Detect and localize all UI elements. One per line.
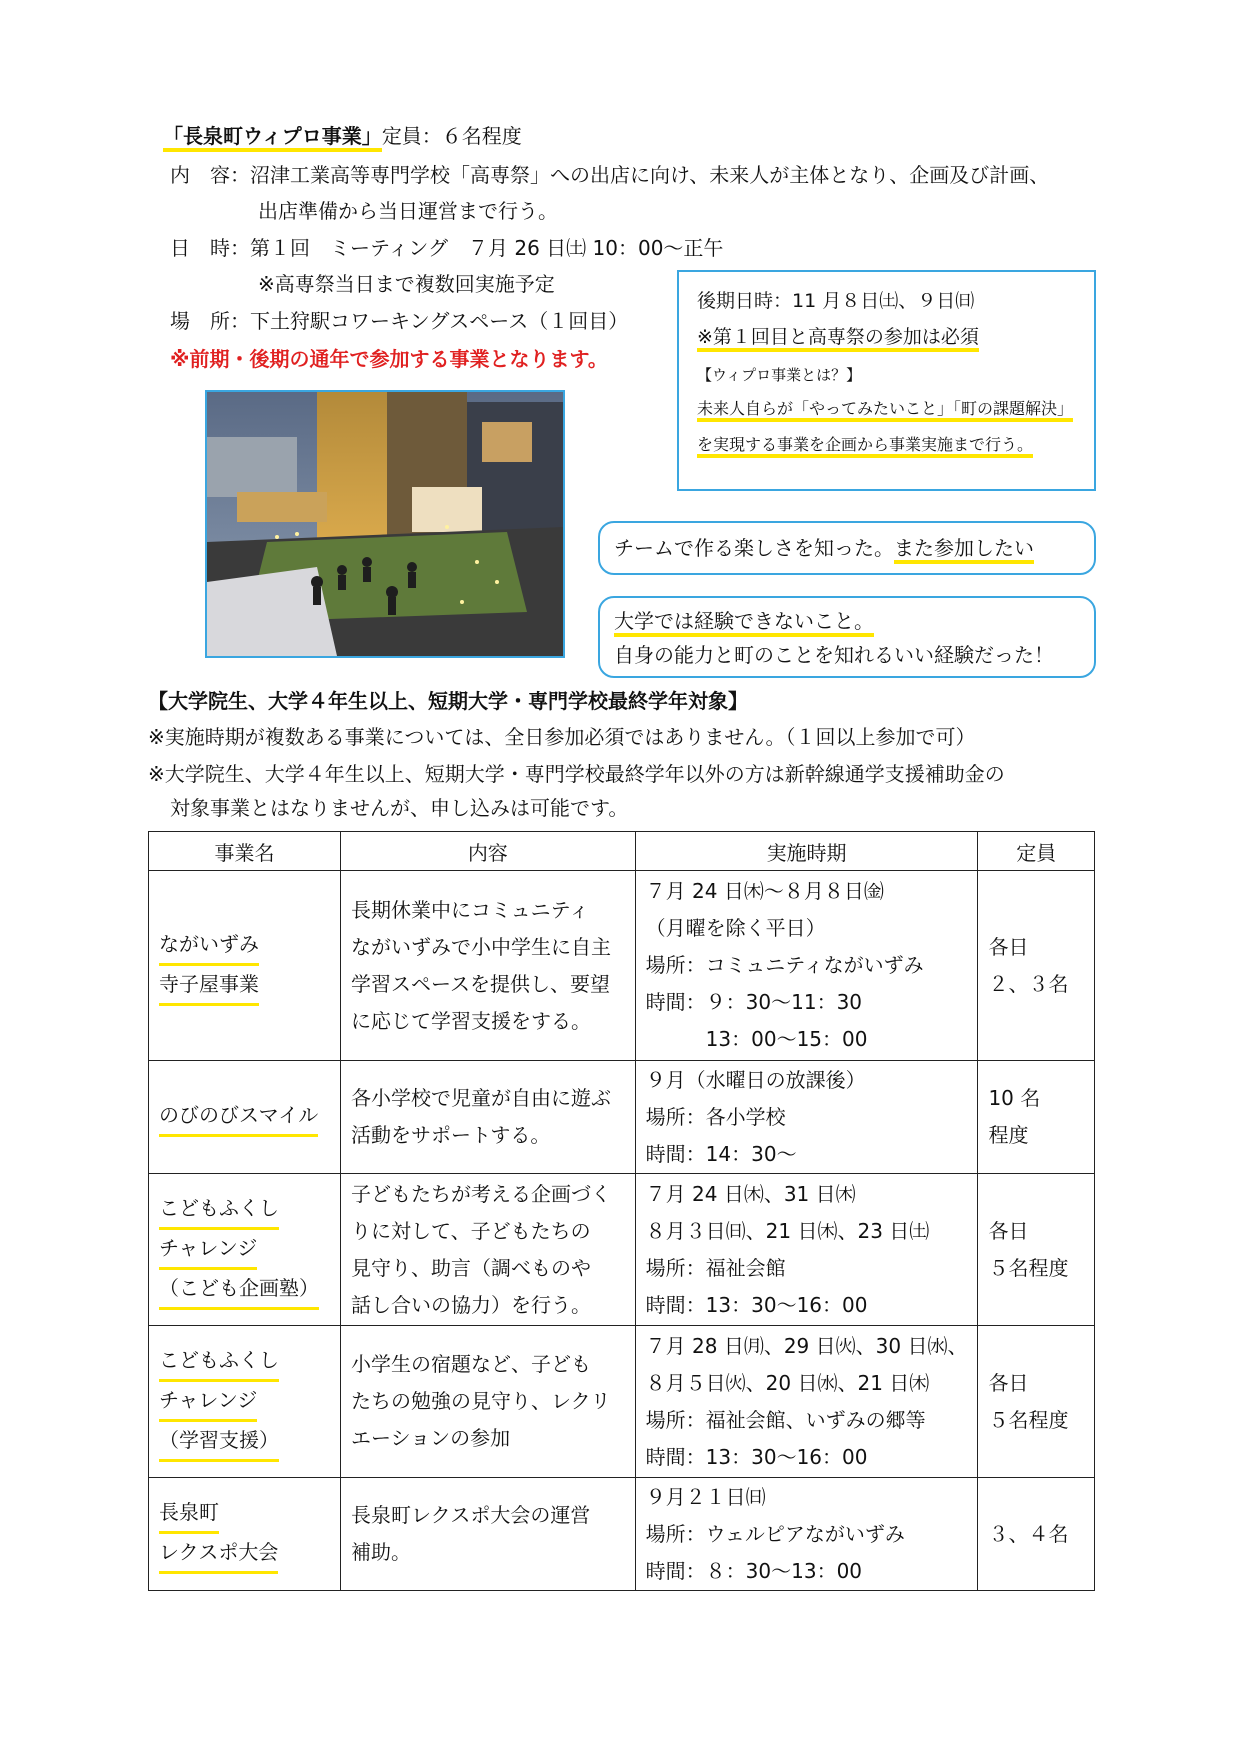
- content-label: 内 容：: [170, 163, 250, 187]
- program-name-cell: [149, 1061, 341, 1174]
- period-line: ９月（水曜日の放課後）: [645, 1067, 866, 1092]
- table-row: [149, 1061, 1095, 1174]
- capacity-line: 程度: [988, 1123, 1029, 1147]
- period-line: ８月５日㈫、20 日㈬、21 日㈭: [645, 1370, 930, 1395]
- period-line: 時間：８：30～13：00: [645, 1558, 863, 1583]
- name-line: こどもふくし: [159, 1190, 279, 1230]
- table-row: [149, 871, 1095, 1061]
- name-line: チャレンジ: [159, 1230, 257, 1270]
- period-line: ７月 24 日㈭、31 日㈭: [645, 1181, 856, 1206]
- period-line: 時間：13：30～16：00: [645, 1444, 868, 1469]
- wipro-place-row: [170, 306, 628, 336]
- bubble2-line2: 自身の能力と町のことを知れるいい経験だった！: [614, 643, 1054, 667]
- period-line: ８月３日㈰、21 日㈭、23 日㈯: [645, 1218, 930, 1243]
- table-row: [149, 1326, 1095, 1478]
- comment-bubble-1: [598, 521, 1096, 575]
- program-name-cell: [149, 1174, 341, 1326]
- event-photo: [205, 390, 565, 658]
- period-line: （月曜を除く平日）: [645, 916, 826, 940]
- wipro-about-line2: を実現する事業を企画から事業実施まで行う。: [697, 435, 1033, 458]
- target-note-1: ※実施時期が複数ある事業については、全日参加必須ではありません。（１回以上参加で可）: [148, 725, 976, 749]
- target-heading: 【大学院生、大学４年生以上、短期大学・専門学校最終学年対象】: [148, 689, 748, 713]
- program-period-cell: [635, 1174, 978, 1326]
- content-line: エーションの参加: [350, 1426, 511, 1450]
- capacity-line: 各日: [988, 1218, 1029, 1243]
- content-line: 学習スペースを提供し、要望: [350, 971, 610, 996]
- wipro-about-line1: 未来人自らが「やってみたいこと」「町の課題解決」: [697, 399, 1073, 422]
- program-name-cell: [149, 871, 341, 1061]
- period-line: 場所：コミュニティながいずみ: [645, 953, 924, 977]
- later-dates: 後期日時：11 月８日㈯、９日㈰: [697, 290, 975, 312]
- name-line: 寺子屋事業: [159, 966, 259, 1006]
- content-text-2: 出店準備から当日運営まで行う。: [258, 199, 558, 223]
- program-name-cell: [149, 1478, 341, 1591]
- period-line: ９月２１日㈰: [645, 1484, 766, 1509]
- program-content-cell: [340, 1478, 635, 1591]
- period-line: 場所：福祉会館: [645, 1255, 786, 1280]
- name-line: （学習支援）: [159, 1422, 279, 1462]
- period-line: ７月 24 日㈭～８月８日㈮: [645, 879, 884, 903]
- content-line: たちの勉強の見守り、レクリ: [350, 1389, 611, 1413]
- name-line: 長泉町: [159, 1494, 219, 1534]
- wipro-info-box: [677, 270, 1096, 491]
- wipro-title-line: [163, 121, 522, 151]
- capacity-line: ５名程度: [988, 1407, 1069, 1432]
- period-line: 13：00～15：00: [645, 1027, 868, 1051]
- name-line: ながいずみ: [159, 926, 259, 966]
- period-line: 場所：各小学校: [645, 1104, 786, 1129]
- period-line: 時間：９：30～11：30: [645, 990, 863, 1014]
- period-line: ７月 28 日㈪、29 日㈫、30 日㈬、: [645, 1333, 968, 1358]
- name-line: のびのびスマイル: [159, 1097, 318, 1137]
- wipro-title: 「長泉町ウィプロ事業」: [163, 124, 382, 152]
- year-round-note: ※前期・後期の通年で参加する事業となります。: [170, 347, 608, 371]
- program-capacity-cell: [978, 1326, 1095, 1478]
- period-line: 場所：ウェルピアながいずみ: [645, 1521, 905, 1546]
- program-content-cell: [340, 1061, 635, 1174]
- program-content-cell: [340, 1174, 635, 1326]
- header-content: 内容: [340, 832, 635, 871]
- wipro-content-row1: [170, 160, 1049, 190]
- header-capacity: 定員: [978, 832, 1095, 871]
- wipro-capacity: 定員：６名程度: [381, 124, 522, 148]
- name-line: レクスポ大会: [159, 1534, 278, 1574]
- wipro-about-heading: 【ウィプロ事業とは？】: [697, 366, 862, 384]
- capacity-line: ２、３名: [988, 971, 1069, 996]
- table-row: [149, 1478, 1095, 1591]
- table-row: [149, 1174, 1095, 1326]
- bubble2-line1: 大学では経験できないこと。: [614, 609, 874, 637]
- program-capacity-cell: [978, 871, 1095, 1061]
- capacity-line: 各日: [988, 1370, 1029, 1395]
- content-line: 子どもたちが考える企画づく: [350, 1181, 611, 1206]
- table-header-row: [149, 832, 1095, 871]
- content-line: ながいずみで小中学生に自主: [350, 934, 611, 959]
- content-line: 長泉町レクスポ大会の運営: [350, 1503, 591, 1527]
- name-line: こどもふくし: [159, 1342, 279, 1382]
- capacity-line: 各日: [988, 934, 1029, 959]
- content-line: りに対して、子どもたちの: [350, 1218, 591, 1243]
- period-line: 時間：13：30～16：00: [645, 1292, 868, 1317]
- header-name: 事業名: [149, 832, 341, 871]
- bubble1-text-a: チームで作る楽しさを知った。: [614, 536, 894, 560]
- name-line: チャレンジ: [159, 1382, 257, 1422]
- program-capacity-cell: [978, 1478, 1095, 1591]
- program-capacity-cell: [978, 1174, 1095, 1326]
- date-label: 日 時：: [170, 236, 250, 260]
- name-line: （こども企画塾）: [159, 1270, 319, 1310]
- event-photo-illustration: [207, 392, 563, 656]
- program-period-cell: [635, 1326, 978, 1478]
- content-line: 補助。: [350, 1540, 411, 1564]
- program-period-cell: [635, 1478, 978, 1591]
- content-line: 活動をサポートする。: [350, 1123, 551, 1147]
- place-text-1: 下土狩駅コワーキングスペース（１回目）: [250, 309, 629, 333]
- bubble1-text-b: また参加したい: [894, 536, 1034, 564]
- date-text-1: 第１回 ミーティング ７月 26 日㈯ 10：00～正午: [250, 236, 724, 260]
- required-note: ※第１回目と高専祭の参加は必須: [697, 326, 979, 352]
- wipro-date-row1: [170, 233, 723, 263]
- program-name-cell: [149, 1326, 341, 1478]
- content-line: に応じて学習支援をする。: [350, 1008, 591, 1033]
- comment-bubble-2: [598, 596, 1096, 678]
- program-period-cell: [635, 871, 978, 1061]
- program-content-cell: [340, 871, 635, 1061]
- period-line: 時間：14：30～: [645, 1141, 797, 1166]
- capacity-line: ５名程度: [988, 1255, 1069, 1280]
- program-content-cell: [340, 1326, 635, 1478]
- place-label: 場 所：: [170, 309, 250, 333]
- target-note-2a: ※大学院生、大学４年生以上、短期大学・専門学校最終学年以外の方は新幹線通学支援補助金の: [148, 762, 1005, 786]
- content-line: 各小学校で児童が自由に遊ぶ: [350, 1086, 611, 1110]
- header-period: 実施時期: [635, 832, 978, 871]
- content-line: 話し合いの協力）を行う。: [350, 1292, 591, 1317]
- period-line: 場所：福祉会館、いずみの郷等: [645, 1407, 926, 1432]
- content-line: 長期休業中にコミュニティ: [350, 897, 589, 922]
- program-capacity-cell: [978, 1061, 1095, 1174]
- capacity-line: 10 名: [988, 1086, 1041, 1110]
- capacity-line: ３、４名: [988, 1521, 1069, 1546]
- date-text-2: ※高専祭当日まで複数回実施予定: [258, 272, 555, 296]
- content-line: 小学生の宿題など、子ども: [350, 1352, 591, 1376]
- content-line: 見守り、助言（調べものや: [350, 1255, 591, 1280]
- content-text-1: 沼津工業高等専門学校「高専祭」への出店に向け、未来人が主体となり、企画及び計画、: [250, 163, 1050, 187]
- program-period-cell: [635, 1061, 978, 1174]
- program-table: [148, 831, 1095, 1591]
- target-note-2b: 対象事業とはなりませんが、申し込みは可能です。: [170, 796, 629, 820]
